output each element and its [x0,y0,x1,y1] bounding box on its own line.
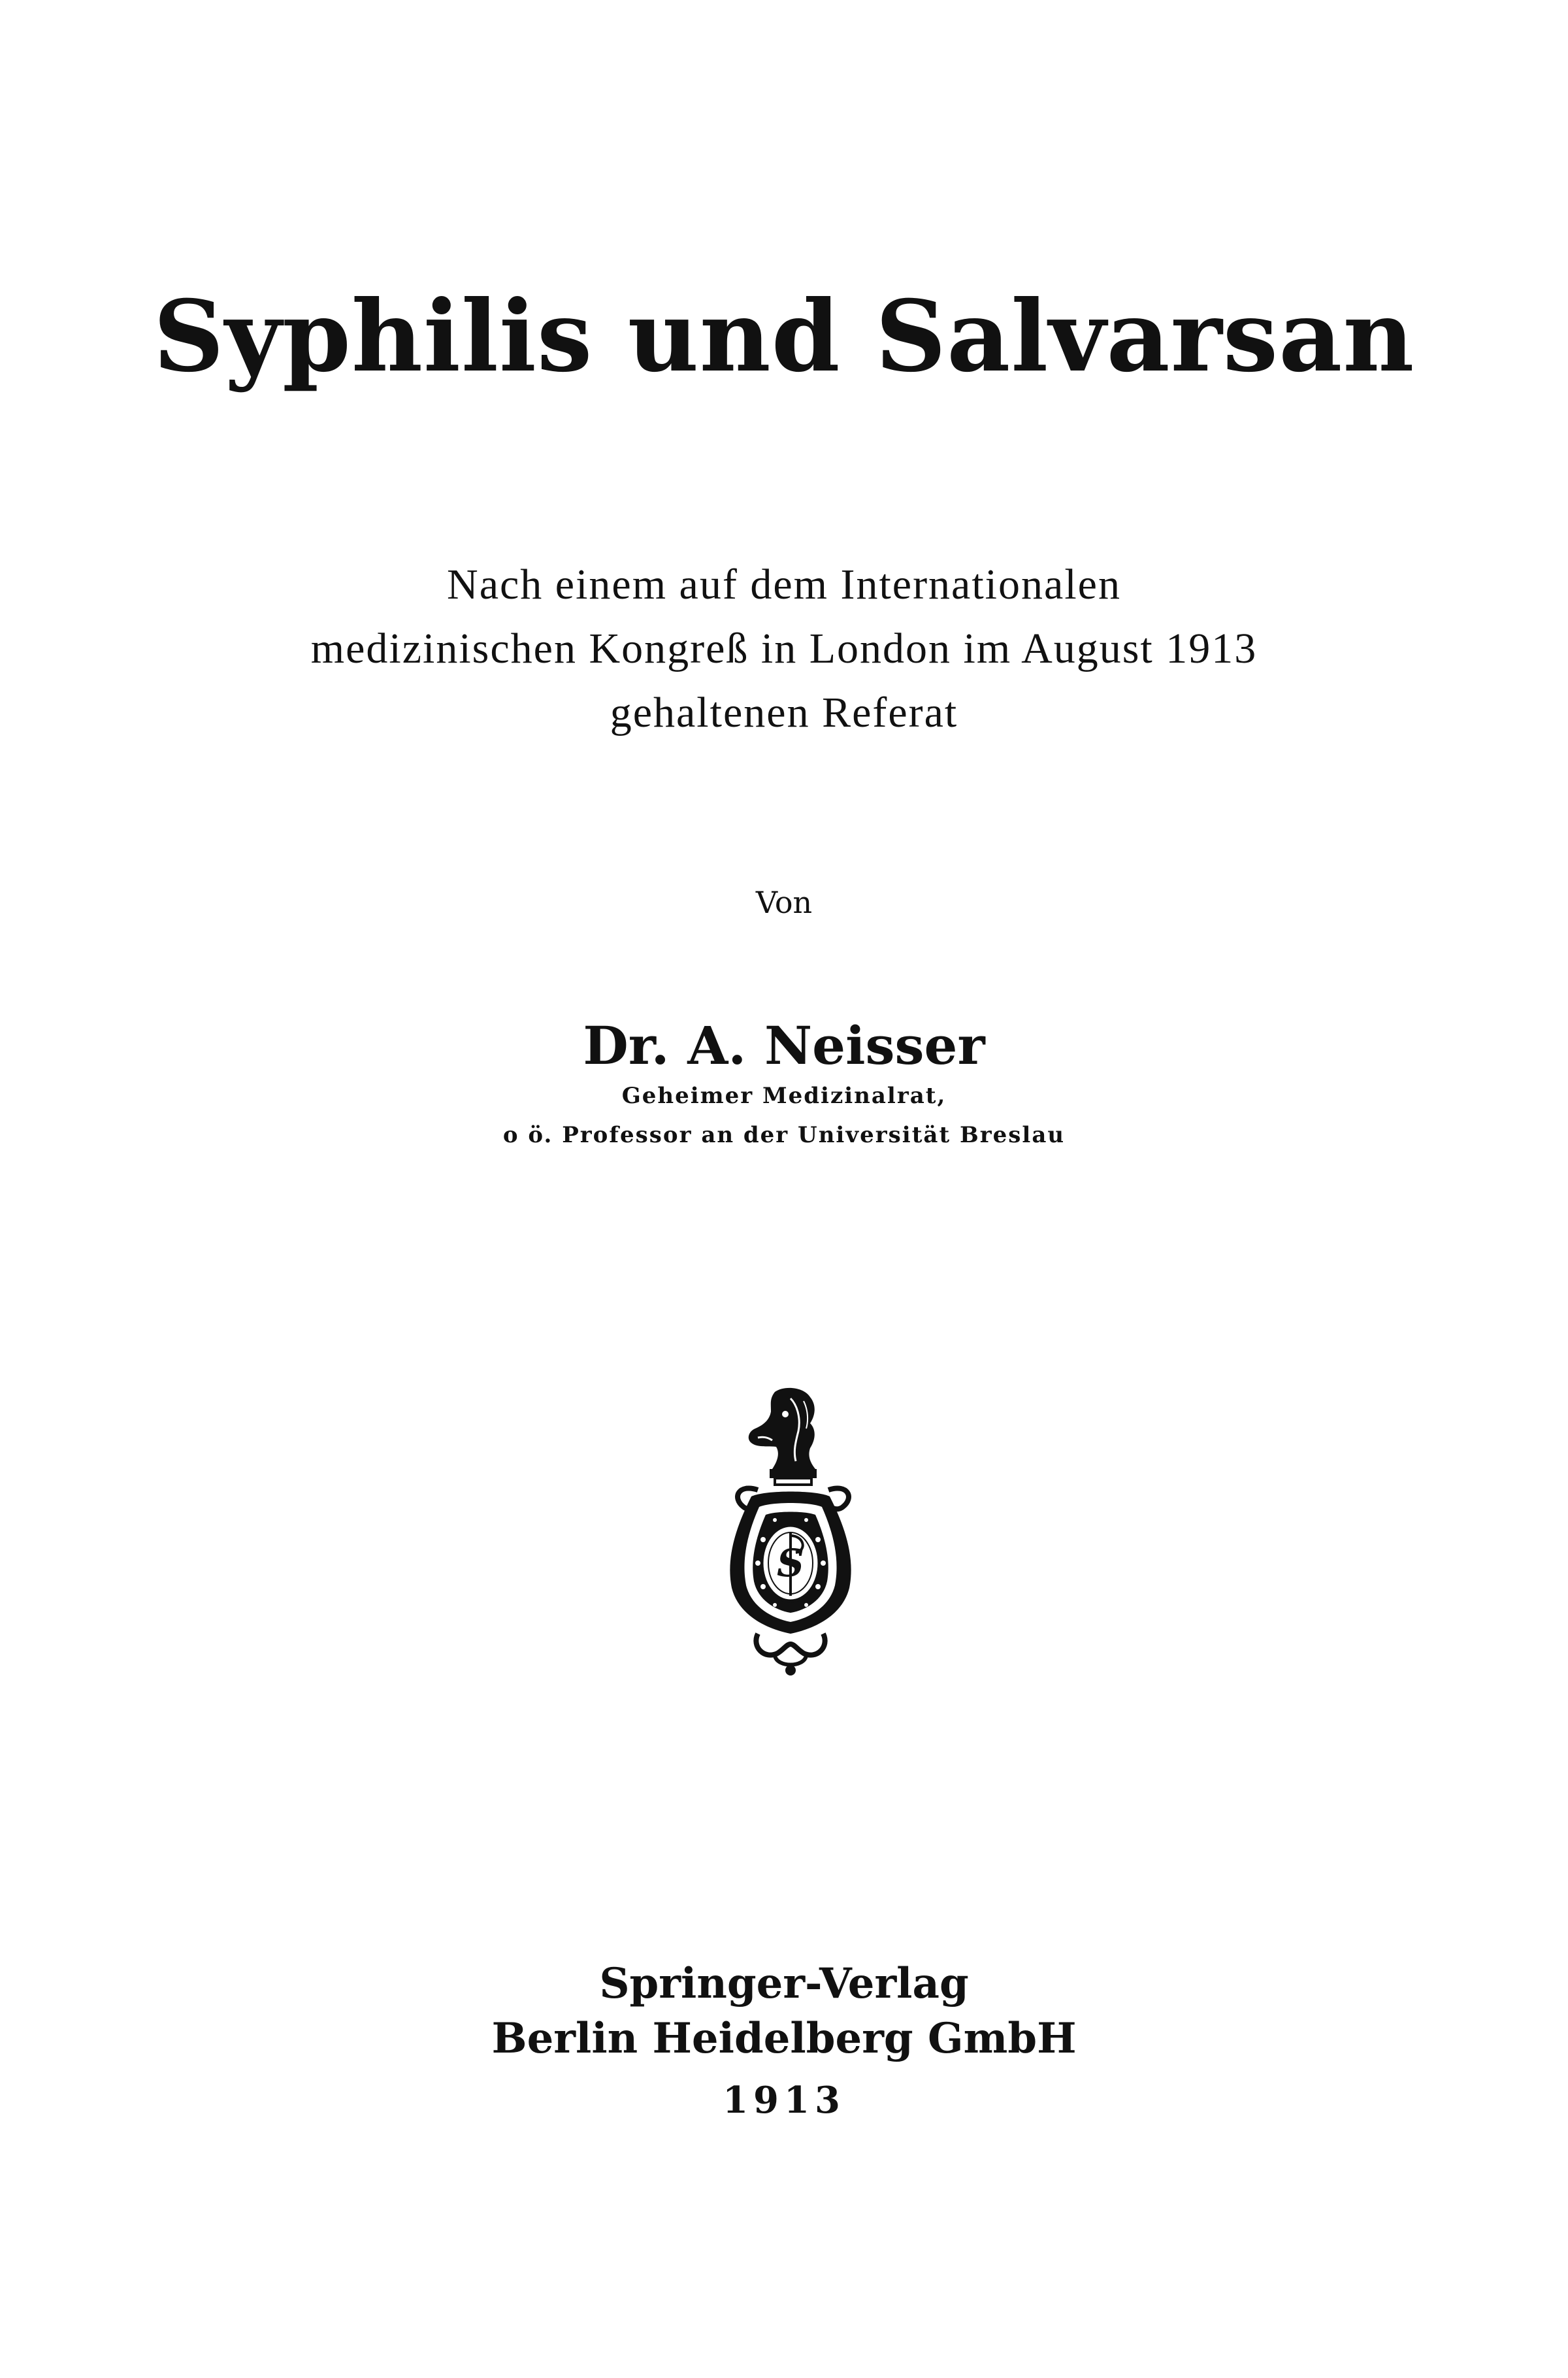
subtitle-line-3: gehaltenen Referat [610,689,958,736]
book-title: Syphilis und Salvarsan [153,279,1415,394]
publication-year: 1913 [723,2079,845,2122]
by-label: Von [755,885,813,920]
author-rank: Geheimer Medizinalrat, [621,1083,947,1109]
knight-head [749,1388,815,1469]
author-name: Dr. A. Neisser [583,1015,985,1076]
subtitle-line-1: Nach einem auf dem Internationalen [447,561,1121,608]
author-affiliation: o ö. Professor an der Universität Breslau [502,1122,1066,1148]
publisher-location: Berlin Heidelberg GmbH [491,2014,1077,2063]
springer-knight-emblem-icon [712,1385,869,1679]
emblem-monogram-s: S [777,1541,804,1585]
subtitle-line-2: medizinischen Kongreß in London im August 1913 [310,625,1258,672]
publisher-name: Springer-Verlag [599,1959,969,2008]
